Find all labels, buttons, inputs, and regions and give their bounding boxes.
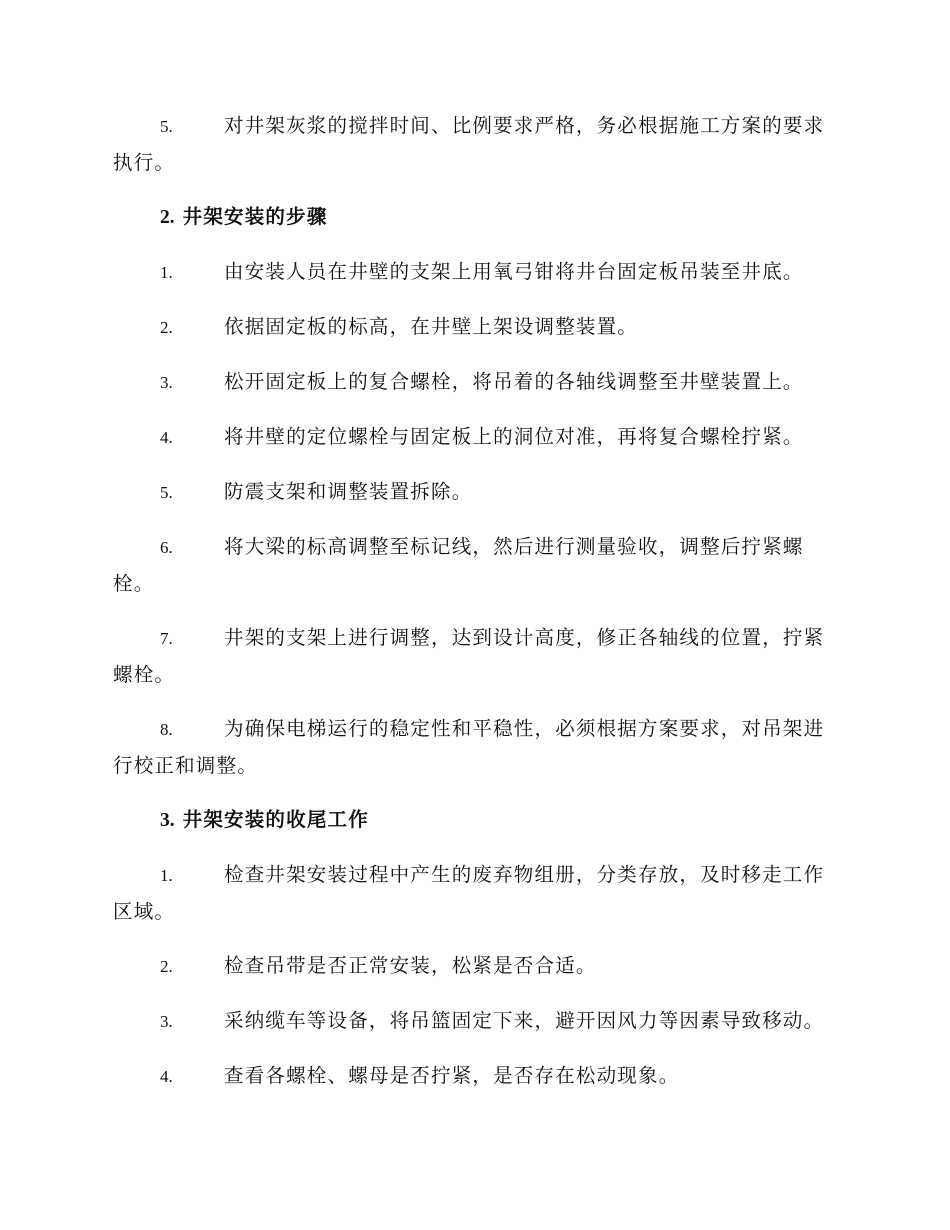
item-number: 3.: [160, 1012, 173, 1031]
section-heading: [113, 199, 833, 236]
item-number: 3.: [160, 373, 173, 392]
list-item: [113, 108, 833, 181]
item-text: 由安装人员在井壁的支架上用氧弓钳将井台固定板吊装至井底。: [224, 260, 804, 283]
item-number: 8.: [160, 720, 173, 739]
document-body: [113, 108, 833, 1113]
item-text: 依据固定板的标高，在井壁上架设调整装置。: [224, 315, 639, 338]
list-item: [113, 309, 833, 346]
item-number: 1.: [160, 866, 173, 885]
item-text: 查看各螺栓、螺母是否拧紧，是否存在松动现象。: [224, 1064, 680, 1087]
item-number: 4.: [160, 1067, 173, 1086]
item-text: 为确保电梯运行的稳定性和平稳性，必须根据方案要求，对吊架进行校正和调整。: [113, 717, 825, 777]
list-item: [113, 474, 833, 511]
item-text: 防震支架和调整装置拆除。: [224, 480, 473, 503]
heading-number: 2.: [160, 207, 175, 228]
section-heading: [113, 802, 833, 839]
list-item: [113, 620, 833, 693]
list-item: [113, 948, 833, 985]
item-number: 6.: [160, 538, 173, 557]
heading-text: 井架安装的步骤: [182, 205, 328, 228]
list-item: [113, 254, 833, 291]
list-item: [113, 1003, 833, 1040]
item-text: 对井架灰浆的搅拌时间、比例要求严格，务必根据施工方案的要求执行。: [113, 114, 825, 174]
list-item: [113, 857, 833, 930]
list-item: [113, 1058, 833, 1095]
item-text: 检查井架安装过程中产生的废弃物组册，分类存放，及时移走工作区域。: [113, 863, 825, 923]
list-item: [113, 419, 833, 456]
item-text: 井架的支架上进行调整，达到设计高度，修正各轴线的位置，拧紧螺栓。: [113, 626, 825, 686]
heading-text: 井架安装的收尾工作: [182, 808, 369, 831]
item-text: 松开固定板上的复合螺栓，将吊着的各轴线调整至井壁装置上。: [224, 370, 804, 393]
heading-number: 3.: [160, 810, 175, 831]
list-item: [113, 529, 833, 602]
item-number: 4.: [160, 428, 173, 447]
item-number: 1.: [160, 263, 173, 282]
item-text: 检查吊带是否正常安装，松紧是否合适。: [224, 954, 597, 977]
item-text: 将大梁的标高调整至标记线，然后进行测量验收，调整后拧紧螺栓。: [113, 535, 804, 595]
item-number: 7.: [160, 629, 173, 648]
item-text: 采纳缆车等设备，将吊篮固定下来，避开因风力等因素导致移动。: [224, 1009, 825, 1032]
item-number: 2.: [160, 318, 173, 337]
item-number: 5.: [160, 117, 173, 136]
item-text: 将井壁的定位螺栓与固定板上的洞位对准，再将复合螺栓拧紧。: [224, 425, 804, 448]
item-number: 5.: [160, 483, 173, 502]
list-item: [113, 711, 833, 784]
list-item: [113, 364, 833, 401]
item-number: 2.: [160, 957, 173, 976]
